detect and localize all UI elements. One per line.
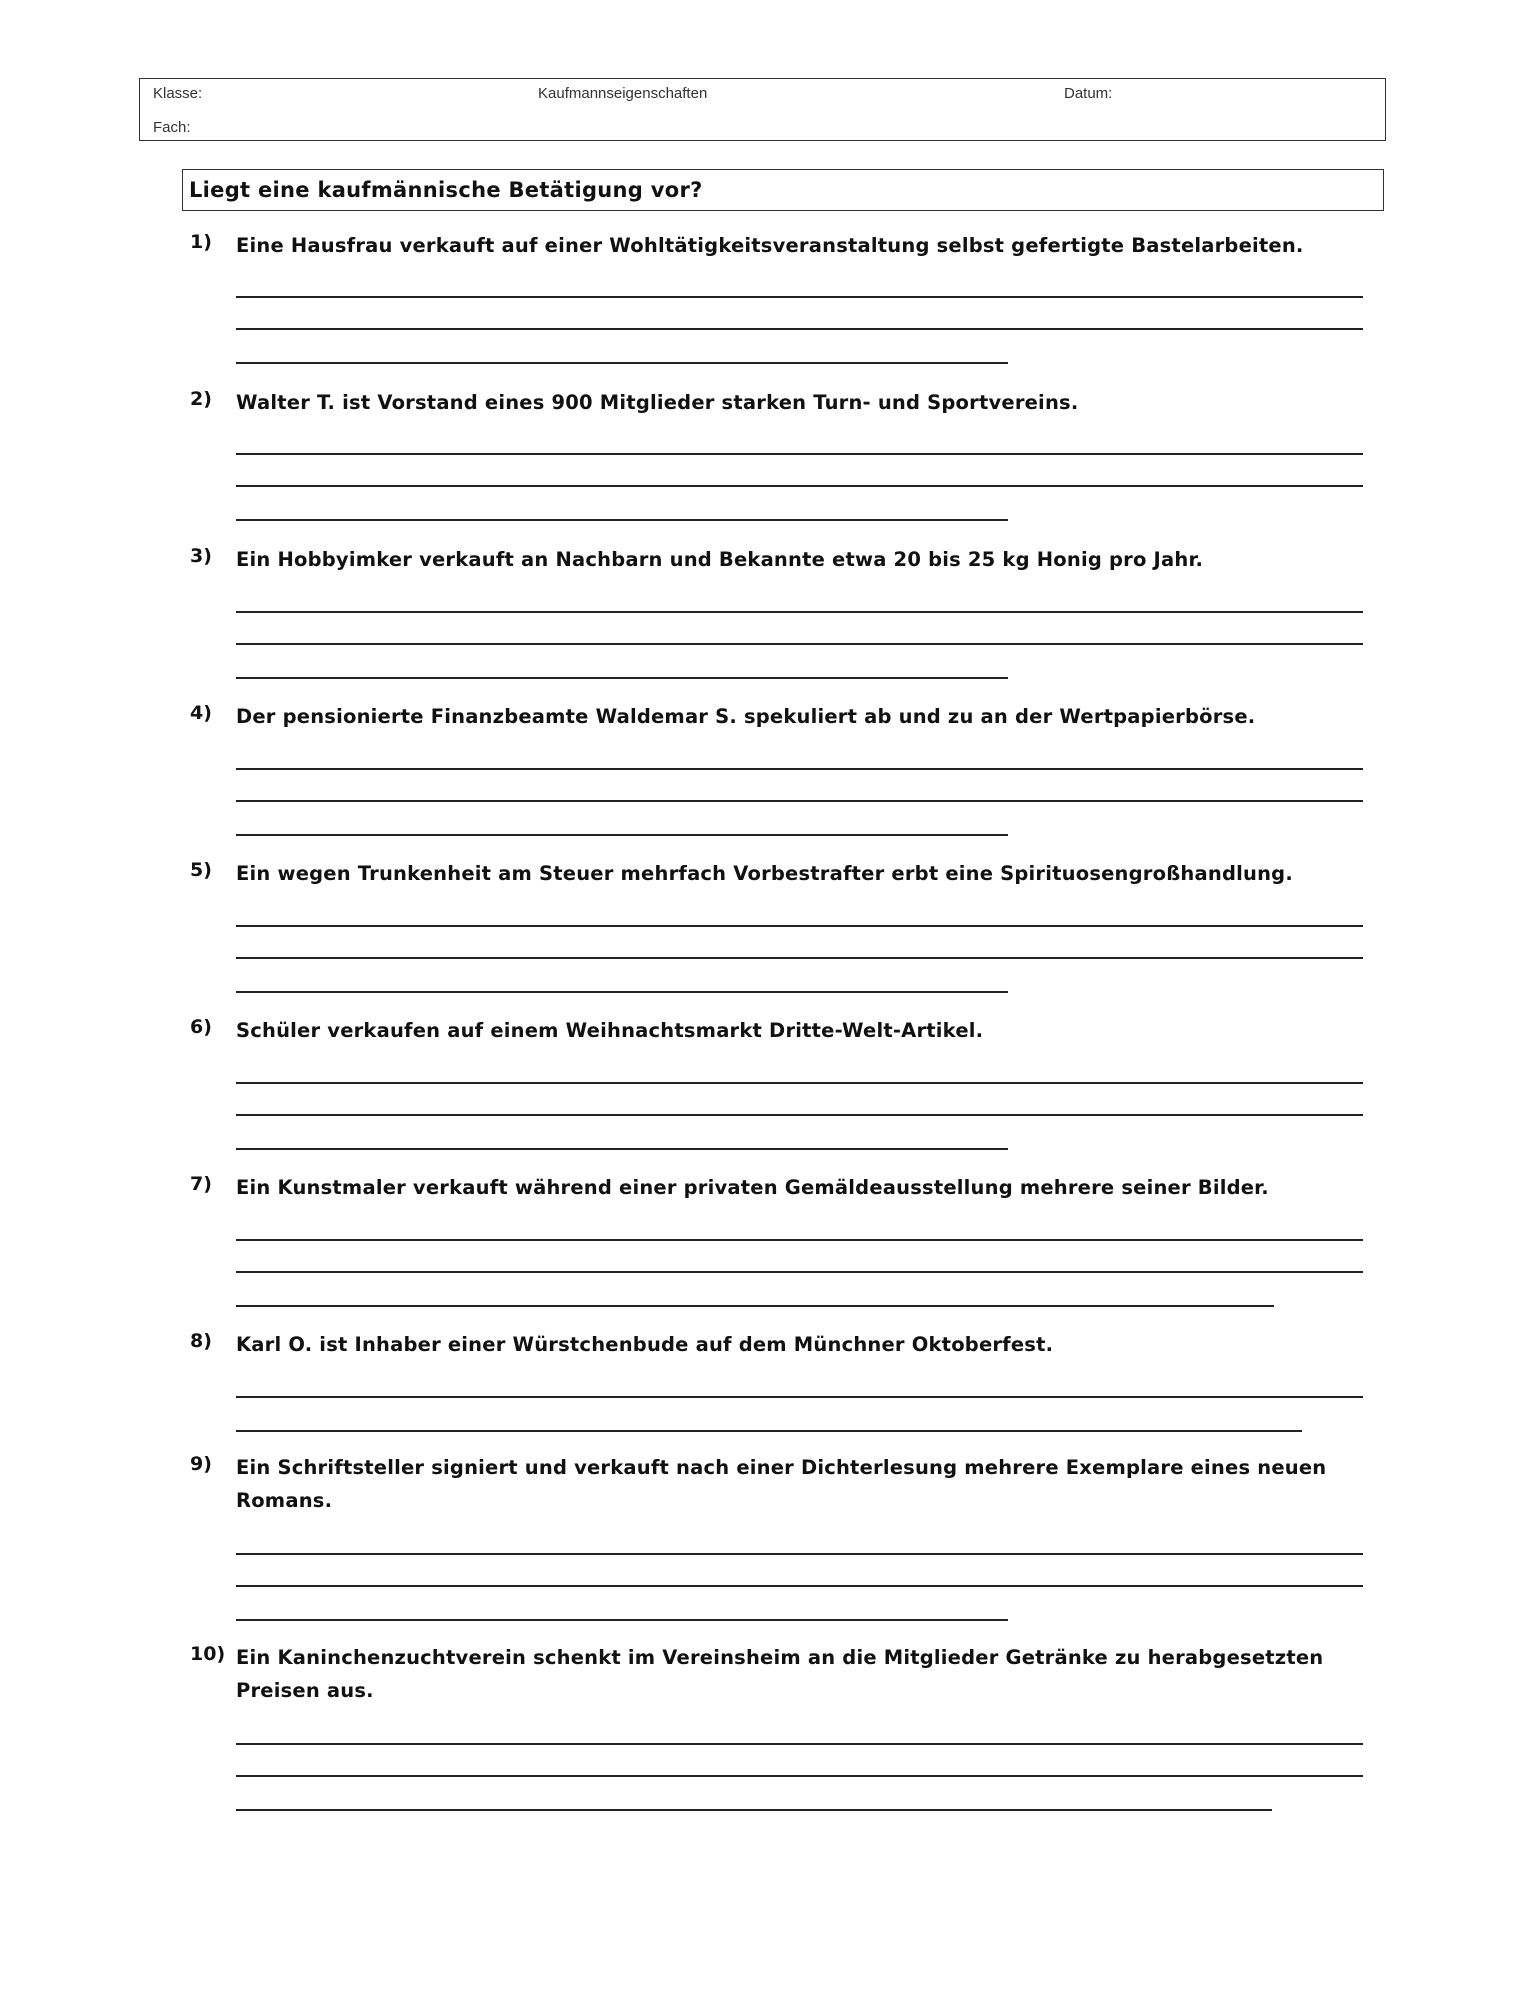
- answer-line[interactable]: [236, 643, 1363, 645]
- answer-line[interactable]: [236, 1239, 1363, 1241]
- question-text: Ein Schriftsteller signiert und verkauft nach einer Dichterlesung mehrere Exemplare eines neuen Romans.: [236, 1456, 1327, 1512]
- answer-line[interactable]: [236, 485, 1363, 487]
- question-number: 2): [190, 388, 212, 410]
- answer-line[interactable]: [236, 1148, 1008, 1150]
- question-number: 6): [190, 1016, 212, 1038]
- answer-line[interactable]: [236, 925, 1363, 927]
- answer-line[interactable]: [236, 1082, 1363, 1084]
- answer-line[interactable]: [236, 611, 1363, 613]
- answer-line[interactable]: [236, 1305, 1274, 1307]
- klasse-label: Klasse:: [153, 85, 203, 102]
- answer-line[interactable]: [236, 1743, 1363, 1745]
- answer-line[interactable]: [236, 1271, 1363, 1273]
- question-text: Ein Kaninchenzuchtverein schenkt im Vereinsheim an die Mitglieder Getränke zu herabgesetzten Preisen aus.: [236, 1646, 1324, 1702]
- section-title: Liegt eine kaufmännische Betätigung vor?: [182, 169, 1384, 211]
- document-title: Kaufmannseigenschaften: [538, 85, 708, 102]
- answer-line[interactable]: [236, 957, 1363, 959]
- answer-line[interactable]: [236, 328, 1363, 330]
- answer-line[interactable]: [236, 362, 1008, 364]
- question-number: 4): [190, 702, 212, 724]
- answer-line[interactable]: [236, 834, 1008, 836]
- answer-line[interactable]: [236, 991, 1008, 993]
- datum-label: Datum:: [1064, 85, 1113, 102]
- answer-line[interactable]: [236, 1430, 1302, 1432]
- question-number: 7): [190, 1173, 212, 1195]
- answer-line[interactable]: [236, 519, 1008, 521]
- question-text: Ein wegen Trunkenheit am Steuer mehrfach Vorbestrafter erbt eine Spirituosengroßhandlung.: [236, 862, 1293, 885]
- answer-line[interactable]: [236, 1396, 1363, 1398]
- question-text: Der pensionierte Finanzbeamte Waldemar S. spekuliert ab und zu an der Wertpapierbörse.: [236, 705, 1256, 728]
- answer-line[interactable]: [236, 1809, 1272, 1811]
- question-text: Karl O. ist Inhaber einer Würstchenbude auf dem Münchner Oktoberfest.: [236, 1333, 1054, 1356]
- question-text: Ein Hobbyimker verkauft an Nachbarn und Bekannte etwa 20 bis 25 kg Honig pro Jahr.: [236, 548, 1204, 571]
- question-number: 8): [190, 1330, 212, 1352]
- question-text: Eine Hausfrau verkauft auf einer Wohltätigkeitsveranstaltung selbst gefertigte Bastelarbeiten.: [236, 234, 1304, 257]
- answer-line[interactable]: [236, 768, 1363, 770]
- answer-line[interactable]: [236, 1585, 1363, 1587]
- answer-line[interactable]: [236, 1775, 1363, 1777]
- fach-label: Fach:: [153, 119, 191, 136]
- header-box: [139, 78, 1386, 141]
- answer-line[interactable]: [236, 677, 1008, 679]
- question-text: Schüler verkaufen auf einem Weihnachtsmarkt Dritte-Welt-Artikel.: [236, 1019, 984, 1042]
- answer-line[interactable]: [236, 1619, 1008, 1621]
- question-text: Walter T. ist Vorstand eines 900 Mitglieder starken Turn- und Sportvereins.: [236, 391, 1079, 414]
- answer-line[interactable]: [236, 800, 1363, 802]
- answer-line[interactable]: [236, 296, 1363, 298]
- question-number: 9): [190, 1453, 212, 1475]
- question-number: 10): [190, 1643, 226, 1665]
- answer-line[interactable]: [236, 453, 1363, 455]
- answer-line[interactable]: [236, 1553, 1363, 1555]
- question-text: Ein Kunstmaler verkauft während einer privaten Gemäldeausstellung mehrere seiner Bilder.: [236, 1176, 1269, 1199]
- answer-line[interactable]: [236, 1114, 1363, 1116]
- question-number: 3): [190, 545, 212, 567]
- question-number: 1): [190, 231, 212, 253]
- question-number: 5): [190, 859, 212, 881]
